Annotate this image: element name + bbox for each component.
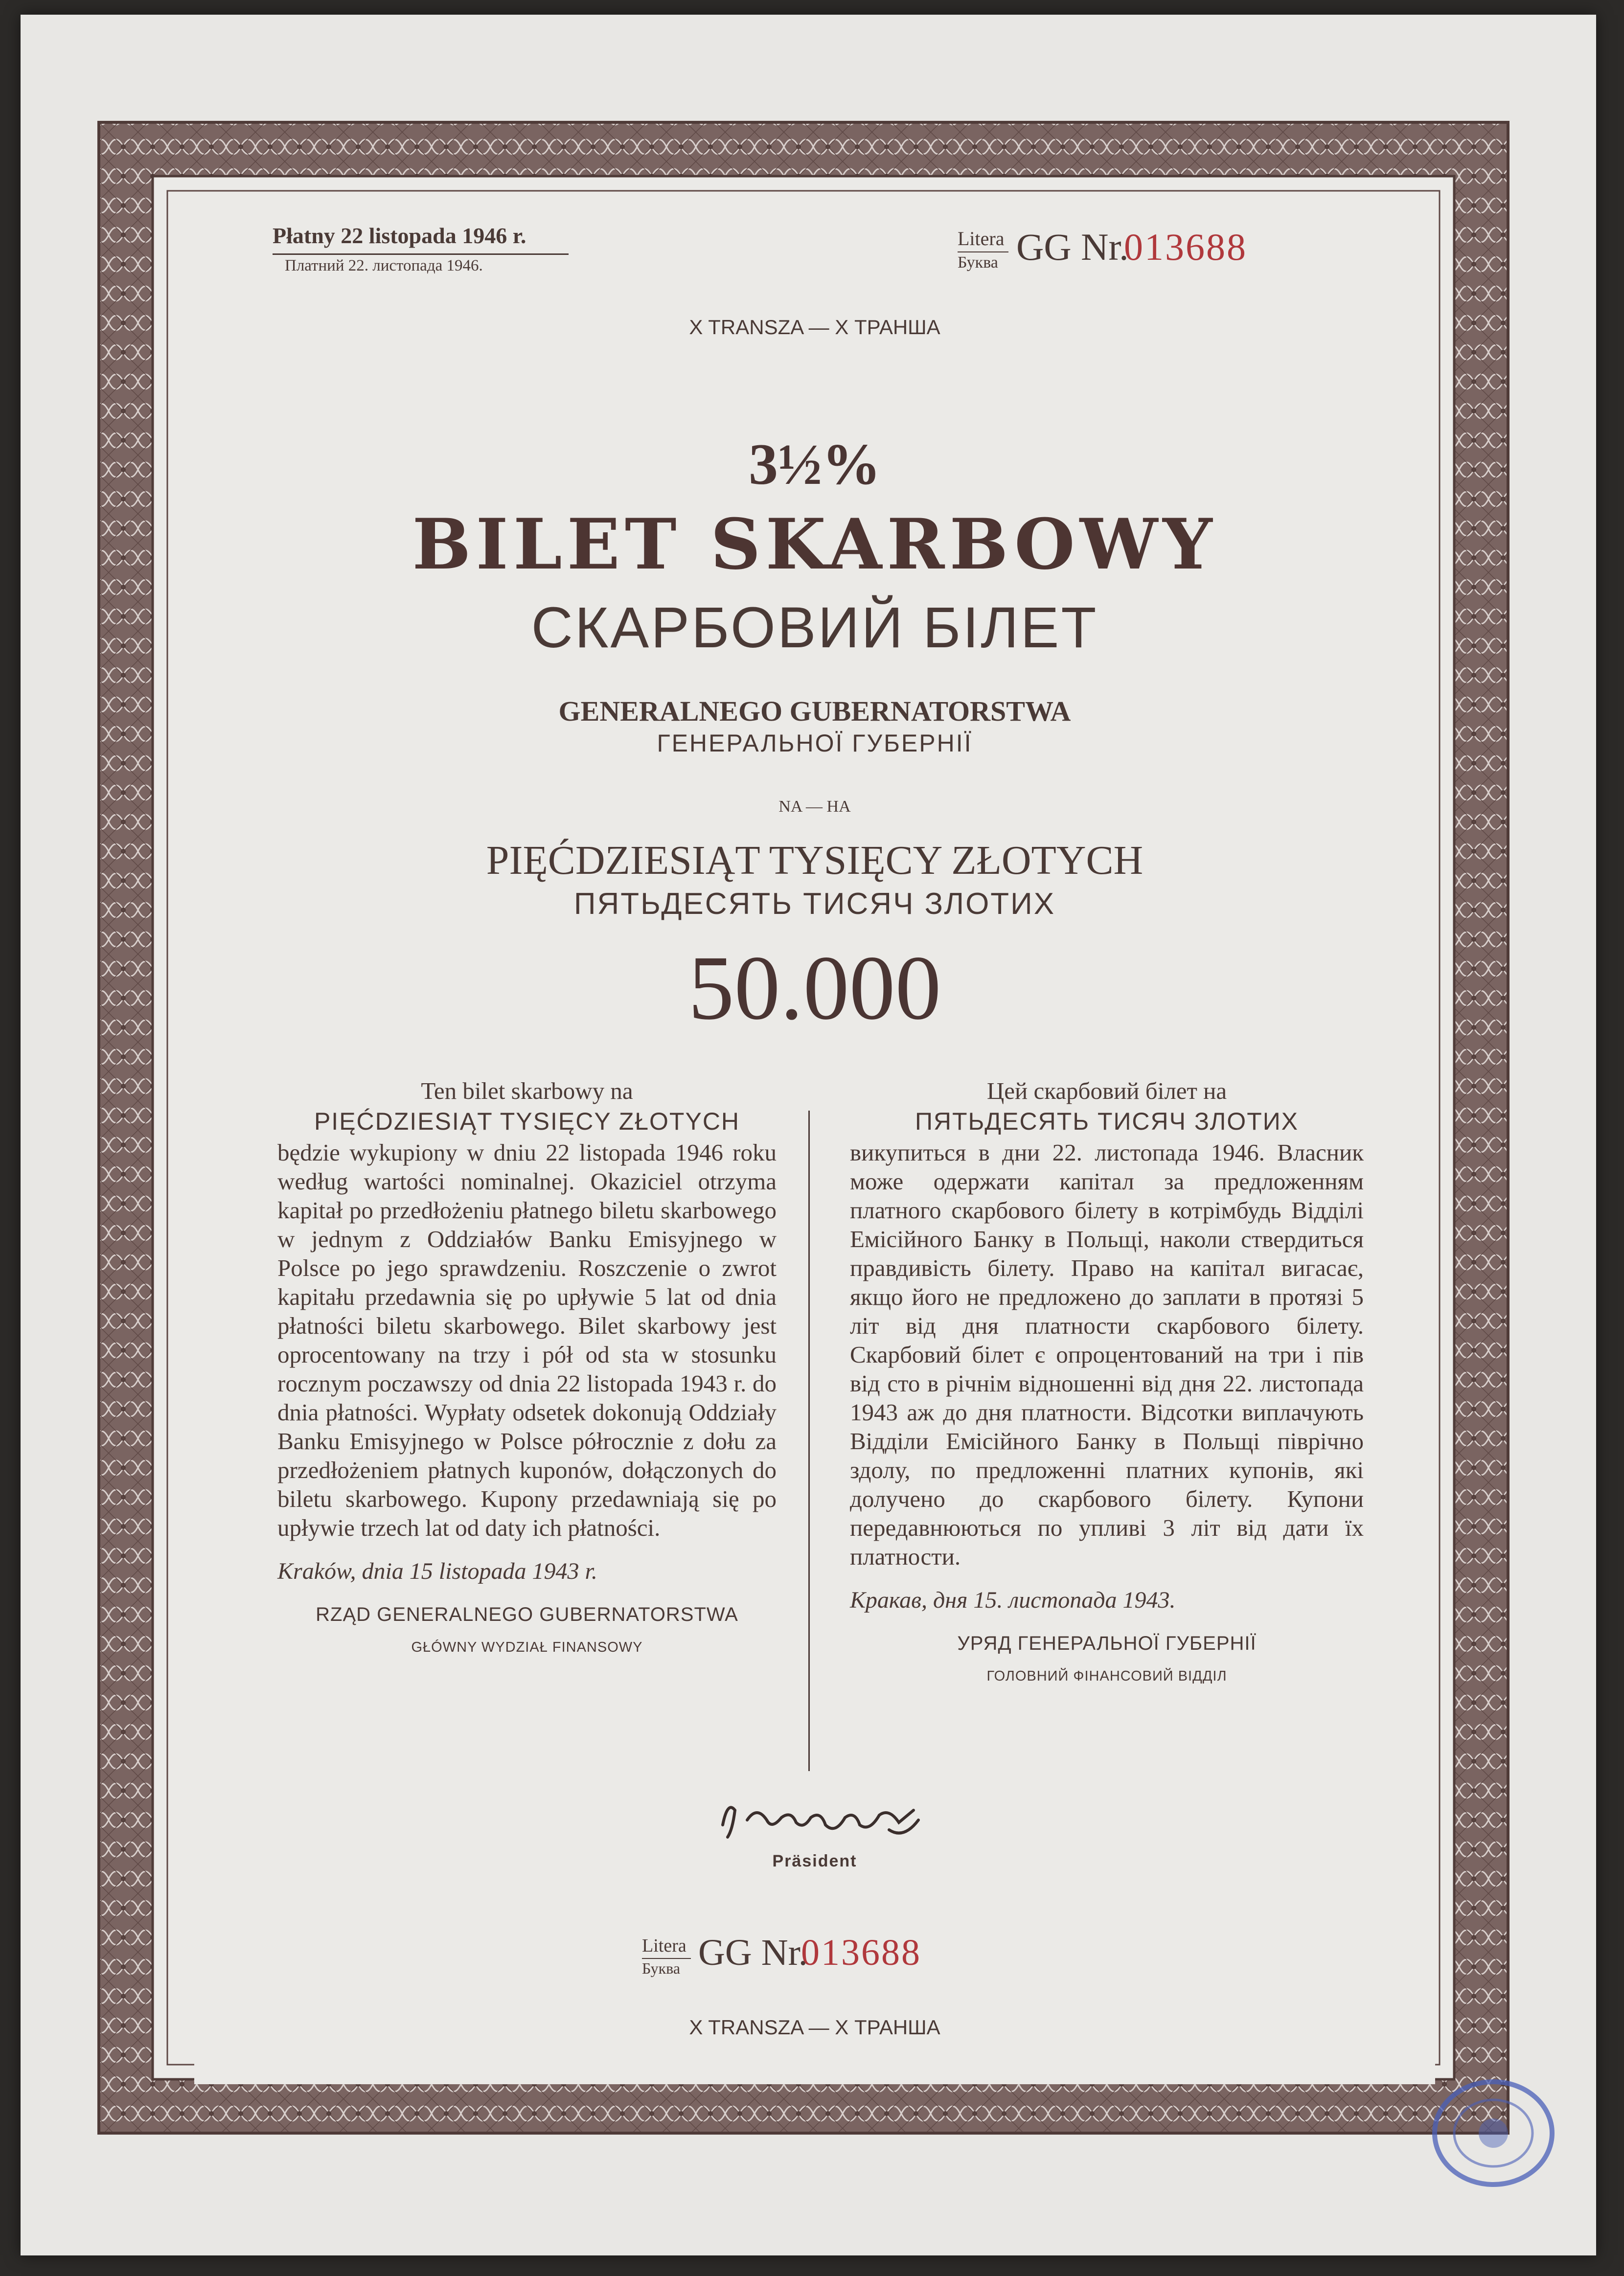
terms-column-ua — [850, 1076, 1364, 1691]
amount-words-pl: PIĘĆDZIESIĄT TYSIĘCY ZŁOTYCH — [486, 838, 1144, 883]
bukva-label: Буква — [642, 1959, 681, 1977]
tranche-label: X TRANSZA — X ТРАНША — [689, 2016, 940, 2039]
intro-text: Ten bilet skarbowy na — [421, 1077, 633, 1104]
government-name: УРЯД ГЕНЕРАЛЬНОЇ ГУБЕРНІЇ — [957, 1633, 1257, 1654]
divider — [958, 251, 1008, 252]
terms-column-pl — [277, 1076, 777, 1662]
amount-words-ua: ПЯТЬДЕСЯТЬ ТИСЯЧ ЗЛОТИХ — [573, 887, 1056, 921]
issuer-pl: GENERALNEGO GUBERNATORSTWA — [558, 695, 1071, 727]
department-name: ГОЛОВНИЙ ФІНАНСОВИЙ ВІДДІЛ — [986, 1668, 1227, 1684]
intro-text: Цей скарбовий білет на — [986, 1077, 1227, 1104]
payable-date-pl: Płatny 22 listopada 1946 r. — [273, 223, 526, 248]
department-name: GŁÓWNY WYDZIAŁ FINANSOWY — [411, 1639, 643, 1655]
issuer-ua: ГЕНЕРАЛЬНОЇ ГУБЕРНІЇ — [657, 729, 973, 757]
title-pl: BILET SKARBOWY — [412, 504, 1217, 585]
payable-date-ua: Платний 22. листопада 1946. — [285, 257, 483, 274]
amount-words: PIĘĆDZIESIĄT TYSIĘCY ZŁOTYCH — [314, 1108, 740, 1135]
tranche-label: X TRANSZA — X ТРАНША — [689, 316, 940, 339]
na-label: NA — НА — [778, 797, 851, 816]
column-divider — [808, 1111, 810, 1771]
government-name: RZĄD GENERALNEGO GUBERNATORSTWA — [316, 1604, 738, 1625]
serial-number: 013688 — [1124, 226, 1247, 268]
interest-rate: 3½% — [749, 432, 881, 497]
place-date: Кракав, дня 15. листопада 1943. — [850, 1587, 1176, 1613]
treasury-bill-document — [21, 15, 1596, 2255]
place-date: Kraków, dnia 15 listopada 1943 r. — [277, 1558, 597, 1584]
divider — [273, 253, 569, 255]
terms-text: викупиться в дни 22. листопада 1946. Власник може одержати капітал за предложенням платного скарбового білету в котрімбудь Відділі Емісійного Банку в Польщі, наколи ствердиться правдивість білету. Право на капітал вигасає, якщо його не предложено до заплати в протязі 5 літ від дня платности скарбового білету. Скарбовий білет є опроцентований на три і пів від сто в річнім відношенні від дня 22. листопада 1943 аж до дня платности. Відсотки виплачують Відділи Емісійного Банку в Польщі піврічно здолу, по предложенні платних купонів, які долучено до скарбового білету. Купони передавнюються по упливі 3 літ від дати їх платности. — [850, 1139, 1364, 1570]
inner-panel — [194, 210, 1435, 2084]
divider — [642, 1958, 691, 1959]
amount-figure: 50.000 — [688, 936, 941, 1039]
litera-label: Litera — [642, 1935, 686, 1956]
amount-words: ПЯТЬДЕСЯТЬ ТИСЯЧ ЗЛОТИХ — [915, 1108, 1299, 1135]
blue-stamp — [1425, 2070, 1562, 2197]
bukva-label: Буква — [958, 253, 998, 272]
terms-text: będzie wykupiony w dniu 22 listopada 1946 roku według wartości nominalnej. Okaziciel otrzyma kapitał po przedłożeniu płatnego biletu skarbowego w jednym z Oddziałów Banku Emisyjnego w Polsce po jego sprawdzeniu. Roszczenie o zwrot kapitału przedawnia się po upływie 5 lat od dnia płatności biletu skarbowego. Bilet skarbowy jest oprocentowany na trzy i pół od sta w stosunku rocznym poczawszy od dnia 22 listopada 1943 r. do dnia płatności. Wypłaty odsetek dokonują Oddziały Banku Emisyjnego w Polsce półrocznie z dołu za przedłożeniem płatnych kuponów, dołączonych do biletu skarbowego. Kupony przedawniają się po upływie trzech lat od daty ich płatności. — [277, 1139, 777, 1541]
signature — [713, 1791, 923, 1854]
title-ua: СКАРБОВИЙ БІЛЕТ — [531, 595, 1098, 660]
serial-number: 013688 — [801, 1932, 921, 1973]
litera-label: Litera — [958, 228, 1005, 250]
signatory-title: Präsident — [772, 1852, 857, 1870]
series-label: GG Nr. — [698, 1932, 808, 1973]
series-label: GG Nr. — [1016, 226, 1129, 268]
